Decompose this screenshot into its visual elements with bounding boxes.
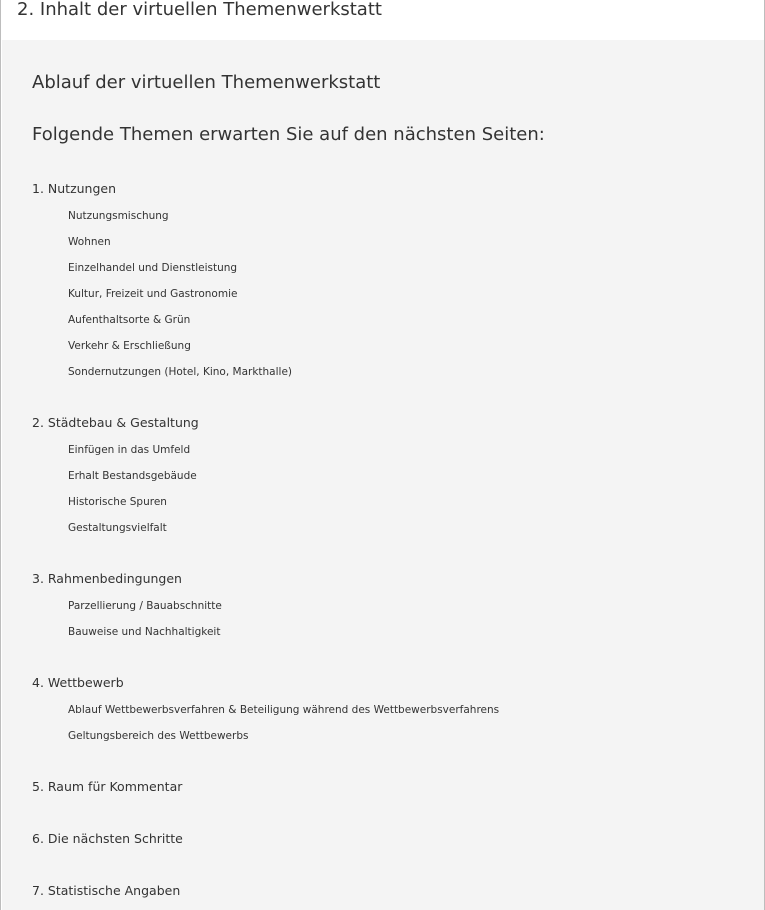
list-item: Gestaltungsvielfalt [68, 522, 167, 534]
list-item: Sondernutzungen (Hotel, Kino, Markthalle) [68, 366, 292, 378]
section-title-statistik: 7. Statistische Angaben [32, 883, 181, 898]
main-heading: Ablauf der virtuellen Themenwerkstatt [32, 72, 381, 93]
main-subheading: Folgende Themen erwarten Sie auf den nächsten Seiten: [32, 124, 545, 145]
list-item: Historische Spuren [68, 496, 167, 508]
list-item: Bauweise und Nachhaltigkeit [68, 626, 221, 638]
list-item: Wohnen [68, 236, 111, 248]
section-title-wettbewerb: 4. Wettbewerb [32, 675, 124, 690]
page-title: 2. Inhalt der virtuellen Themenwerkstatt [17, 0, 382, 20]
list-item: Parzellierung / Bauabschnitte [68, 600, 222, 612]
list-item: Kultur, Freizeit und Gastronomie [68, 288, 238, 300]
section-title-naechste-schritte: 6. Die nächsten Schritte [32, 831, 183, 846]
list-item: Geltungsbereich des Wettbewerbs [68, 730, 249, 742]
section-title-rahmenbedingungen: 3. Rahmenbedingungen [32, 571, 182, 586]
list-item: Erhalt Bestandsgebäude [68, 470, 197, 482]
content-panel [2, 40, 764, 910]
section-title-nutzungen: 1. Nutzungen [32, 181, 117, 196]
list-item: Verkehr & Erschließung [68, 340, 191, 352]
section-title-kommentar: 5. Raum für Kommentar [32, 779, 183, 794]
page-header [2, 0, 764, 40]
list-item: Einfügen in das Umfeld [68, 444, 191, 456]
list-item: Nutzungsmischung [68, 210, 169, 222]
section-title-staedtebau: 2. Städtebau & Gestaltung [32, 415, 199, 430]
list-item: Einzelhandel und Dienstleistung [68, 262, 238, 274]
list-item: Ablauf Wettbewerbsverfahren & Beteiligung während des Wettbewerbsverfahrens [68, 704, 500, 716]
list-item: Aufenthaltsorte & Grün [68, 314, 191, 326]
